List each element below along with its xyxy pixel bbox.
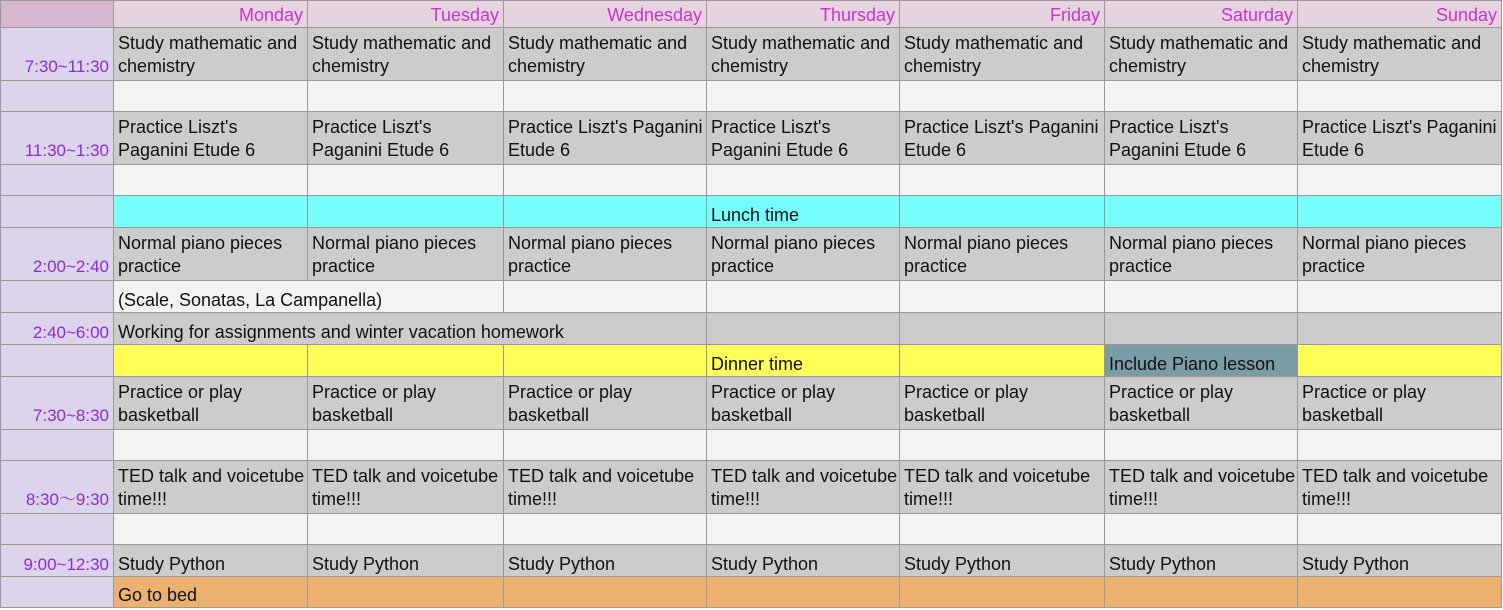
schedule-cell[interactable] — [1105, 577, 1298, 608]
time-slot-label[interactable] — [1, 196, 114, 228]
time-slot-label[interactable] — [1, 165, 114, 196]
schedule-cell[interactable]: Study Python — [707, 545, 900, 577]
schedule-cell[interactable]: Study Python — [114, 545, 308, 577]
schedule-cell[interactable] — [308, 514, 504, 545]
table-row — [1, 430, 1502, 461]
schedule-cell[interactable]: TED talk and voicetube time!!! — [1298, 461, 1502, 514]
schedule-cell[interactable] — [900, 81, 1105, 112]
schedule-cell[interactable]: Study mathematic and chemistry — [114, 28, 308, 81]
schedule-cell[interactable] — [114, 430, 308, 461]
time-slot-label[interactable] — [1, 81, 114, 112]
schedule-cell[interactable]: Practice or play basketball — [707, 377, 900, 430]
schedule-cell[interactable]: Practice Liszt's Paganini Etude 6 — [1105, 112, 1298, 165]
time-slot-label[interactable]: 2:40~6:00 — [1, 313, 114, 345]
schedule-cell[interactable] — [1298, 430, 1502, 461]
schedule-cell[interactable]: Practice or play basketball — [504, 377, 707, 430]
schedule-cell[interactable]: Study mathematic and chemistry — [1105, 28, 1298, 81]
table-row — [1, 345, 1502, 377]
schedule-cell[interactable] — [900, 514, 1105, 545]
time-slot-label[interactable]: 7:30~11:30 — [1, 28, 114, 81]
schedule-cell[interactable] — [900, 577, 1105, 608]
schedule-cell[interactable] — [900, 313, 1105, 345]
schedule-cell[interactable] — [900, 430, 1105, 461]
schedule-cell[interactable]: Normal piano pieces practice — [707, 228, 900, 281]
schedule-cell[interactable]: TED talk and voicetube time!!! — [114, 461, 308, 514]
schedule-cell[interactable]: TED talk and voicetube time!!! — [504, 461, 707, 514]
day-header-friday[interactable]: Friday — [900, 1, 1105, 28]
schedule-cell[interactable] — [1298, 281, 1502, 313]
table-row — [1, 545, 1502, 577]
schedule-cell[interactable]: Study Python — [1298, 545, 1502, 577]
schedule-cell[interactable] — [308, 430, 504, 461]
schedule-cell[interactable] — [504, 165, 707, 196]
schedule-cell[interactable]: Study Python — [1105, 545, 1298, 577]
schedule-cell[interactable] — [1105, 165, 1298, 196]
schedule-cell[interactable]: TED talk and voicetube time!!! — [1105, 461, 1298, 514]
schedule-cell[interactable]: (Scale, Sonatas, La Campanella) — [114, 281, 504, 313]
schedule-cell[interactable]: Normal piano pieces practice — [1298, 228, 1502, 281]
schedule-cell[interactable]: Study Python — [308, 545, 504, 577]
time-slot-label[interactable] — [1, 345, 114, 377]
schedule-cell[interactable] — [707, 81, 900, 112]
schedule-cell[interactable] — [1298, 81, 1502, 112]
time-slot-label[interactable] — [1, 514, 114, 545]
table-row — [1, 577, 1502, 608]
schedule-cell[interactable] — [707, 430, 900, 461]
schedule-cell[interactable]: TED talk and voicetube time!!! — [900, 461, 1105, 514]
dinner-cell[interactable]: Dinner time — [707, 345, 900, 377]
corner-cell[interactable] — [1, 1, 114, 28]
table-row — [1, 461, 1502, 514]
schedule-cell[interactable]: Study mathematic and chemistry — [707, 28, 900, 81]
schedule-cell[interactable] — [1298, 165, 1502, 196]
schedule-cell[interactable] — [1298, 514, 1502, 545]
table-row — [1, 514, 1502, 545]
schedule-cell[interactable] — [308, 165, 504, 196]
schedule-cell[interactable]: Practice or play basketball — [308, 377, 504, 430]
schedule-cell[interactable] — [114, 196, 308, 228]
time-slot-label[interactable]: 11:30~1:30 — [1, 112, 114, 165]
table-row — [1, 281, 1502, 313]
schedule-cell[interactable] — [114, 514, 308, 545]
schedule-cell[interactable] — [1298, 196, 1502, 228]
time-slot-label[interactable]: 8:30～9:30 — [1, 461, 114, 514]
schedule-cell[interactable]: Practice Liszt's Paganini Etude 6 — [504, 112, 707, 165]
schedule-cell[interactable] — [308, 577, 504, 608]
schedule-cell[interactable] — [308, 81, 504, 112]
schedule-cell[interactable] — [1105, 514, 1298, 545]
schedule-cell[interactable] — [707, 514, 900, 545]
schedule-cell[interactable] — [1298, 313, 1502, 345]
schedule-cell[interactable] — [114, 165, 308, 196]
schedule-cell[interactable] — [900, 165, 1105, 196]
header-row — [1, 1, 1502, 28]
schedule-cell[interactable] — [707, 281, 900, 313]
time-slot-label[interactable]: 9:00~12:30 — [1, 545, 114, 577]
schedule-cell[interactable] — [1105, 430, 1298, 461]
schedule-cell[interactable]: TED talk and voicetube time!!! — [707, 461, 900, 514]
schedule-cell[interactable] — [900, 281, 1105, 313]
schedule-cell[interactable]: Practice or play basketball — [900, 377, 1105, 430]
schedule-cell[interactable] — [1298, 577, 1502, 608]
schedule-cell[interactable]: Working for assignments and winter vacation homework — [114, 313, 707, 345]
table-row — [1, 81, 1502, 112]
day-header-monday[interactable]: Monday — [114, 1, 308, 28]
schedule-cell[interactable] — [504, 514, 707, 545]
time-slot-label[interactable] — [1, 430, 114, 461]
day-header-saturday[interactable]: Saturday — [1105, 1, 1298, 28]
schedule-cell[interactable]: Study mathematic and chemistry — [900, 28, 1105, 81]
table-row — [1, 377, 1502, 430]
schedule-cell[interactable] — [900, 345, 1105, 377]
schedule-cell[interactable]: Study mathematic and chemistry — [504, 28, 707, 81]
table-row — [1, 313, 1502, 345]
schedule-cell[interactable] — [1298, 345, 1502, 377]
schedule-cell[interactable] — [504, 81, 707, 112]
schedule-cell[interactable]: Practice or play basketball — [1298, 377, 1502, 430]
schedule-cell[interactable] — [114, 81, 308, 112]
schedule-cell[interactable]: TED talk and voicetube time!!! — [308, 461, 504, 514]
schedule-cell[interactable] — [504, 430, 707, 461]
schedule-cell[interactable] — [504, 577, 707, 608]
time-slot-label[interactable] — [1, 577, 114, 608]
day-header-wednesday[interactable]: Wednesday — [504, 1, 707, 28]
schedule-cell[interactable] — [504, 196, 707, 228]
schedule-cell[interactable]: Practice or play basketball — [1105, 377, 1298, 430]
schedule-cell[interactable]: Practice Liszt's Paganini Etude 6 — [308, 112, 504, 165]
schedule-cell[interactable] — [114, 345, 308, 377]
bedtime-cell[interactable]: Go to bed — [114, 577, 308, 608]
table-row — [1, 165, 1502, 196]
schedule-cell[interactable] — [900, 196, 1105, 228]
schedule-cell[interactable]: Study Python — [504, 545, 707, 577]
day-header-thursday[interactable]: Thursday — [707, 1, 900, 28]
schedule-cell[interactable]: Study mathematic and chemistry — [308, 28, 504, 81]
table-row — [1, 196, 1502, 228]
table-row — [1, 28, 1502, 81]
schedule-cell[interactable]: Practice Liszt's Paganini Etude 6 — [114, 112, 308, 165]
schedule-cell[interactable]: Study Python — [900, 545, 1105, 577]
schedule-cell[interactable] — [504, 281, 707, 313]
day-header-sunday[interactable]: Sunday — [1298, 1, 1502, 28]
time-slot-label[interactable] — [1, 281, 114, 313]
lunch-cell[interactable]: Lunch time — [707, 196, 900, 228]
schedule-cell[interactable]: Practice or play basketball — [114, 377, 308, 430]
schedule-cell[interactable] — [308, 196, 504, 228]
schedule-cell[interactable] — [1105, 313, 1298, 345]
schedule-cell[interactable]: Normal piano pieces practice — [900, 228, 1105, 281]
schedule-cell[interactable] — [707, 313, 900, 345]
schedule-cell[interactable] — [1105, 281, 1298, 313]
schedule-cell[interactable] — [707, 577, 900, 608]
schedule-cell[interactable]: Practice Liszt's Paganini Etude 6 — [1298, 112, 1502, 165]
schedule-cell[interactable]: Practice Liszt's Paganini Etude 6 — [707, 112, 900, 165]
schedule-cell[interactable] — [308, 345, 504, 377]
schedule-cell[interactable]: Study mathematic and chemistry — [1298, 28, 1502, 81]
schedule-cell[interactable] — [1105, 81, 1298, 112]
schedule-cell[interactable]: Practice Liszt's Paganini Etude 6 — [900, 112, 1105, 165]
day-header-tuesday[interactable]: Tuesday — [308, 1, 504, 28]
time-slot-label[interactable]: 2:00~2:40 — [1, 228, 114, 281]
table-row — [1, 112, 1502, 165]
schedule-cell[interactable] — [1105, 196, 1298, 228]
schedule-cell[interactable]: Normal piano pieces practice — [308, 228, 504, 281]
schedule-cell[interactable] — [504, 345, 707, 377]
schedule-cell[interactable]: Normal piano pieces practice — [1105, 228, 1298, 281]
piano-lesson-cell[interactable]: Include Piano lesson — [1105, 345, 1298, 377]
schedule-cell[interactable]: Normal piano pieces practice — [114, 228, 308, 281]
table-row — [1, 228, 1502, 281]
time-slot-label[interactable]: 7:30~8:30 — [1, 377, 114, 430]
schedule-cell[interactable] — [707, 165, 900, 196]
schedule-cell[interactable]: Normal piano pieces practice — [504, 228, 707, 281]
